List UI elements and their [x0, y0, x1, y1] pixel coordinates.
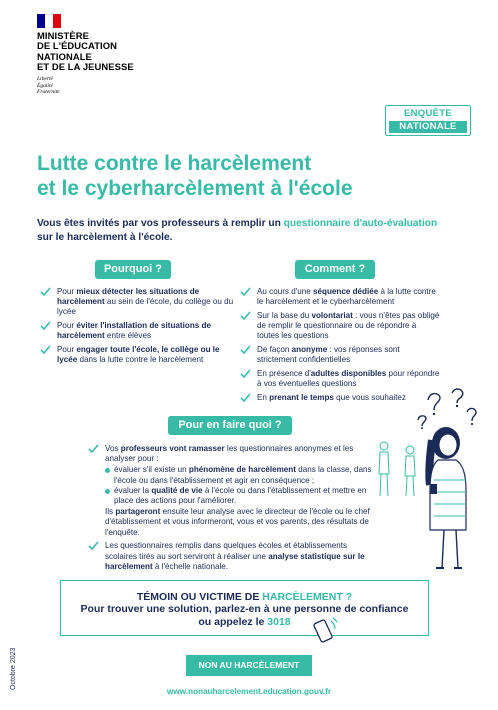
comment-heading: Comment ?: [295, 260, 375, 279]
item-bold: qualité de vie: [151, 485, 203, 495]
item-text: ensuite leur analyse avec le directeur de l'école ou le chef d'établissement et vous informeront, vous et vos parents, des résultats de l'enquête.: [105, 507, 370, 537]
list-item: [88, 541, 373, 572]
item-bold: séquence dédiée: [313, 287, 379, 296]
contact-line2-text: ou appelez le: [198, 615, 268, 628]
contact-line1: Pour trouver une solution, parlez-en à une personne de confiance: [80, 603, 409, 615]
usage-list: [88, 444, 373, 575]
item-text: que vous souhaitez: [333, 392, 406, 402]
item-text: Les questionnaires remplis dans quelques écoles et établissements scolaires tirés au sort serviront à réaliser une: [105, 541, 348, 561]
item-bold: analyse statistique sur le harcèlement: [105, 551, 365, 571]
check-icon: [40, 287, 51, 297]
item-text: Pour: [57, 321, 77, 331]
question-marks-icon: [418, 389, 476, 426]
item-text: au sein de l'école, du collège ou du lycée: [57, 297, 234, 317]
intro-highlight: questionnaire d'auto-évaluation: [283, 218, 438, 229]
motto-line: Liberté: [37, 76, 53, 82]
sub-item: [105, 465, 373, 485]
item-text: Pour: [57, 345, 77, 355]
item-text: à l'école ou dans l'établissement et mettre en place des actions pour l'améliorer.: [114, 485, 367, 506]
item-bold: partageront: [115, 507, 161, 517]
page-title: [37, 151, 457, 201]
item-text: : vos réponses sont strictement confidentielles: [257, 345, 400, 365]
item-text: évaluer la: [114, 485, 152, 495]
item-text: Sur la base du: [257, 310, 312, 320]
list-item: [40, 321, 235, 341]
item-bold: mieux détecter les situations de harcèlement: [57, 287, 200, 307]
item-text: à l'échelle nationale.: [152, 561, 229, 571]
check-icon: [240, 369, 251, 379]
non-au-harcelement-badge: NON AU HARCÈLEMENT: [186, 655, 312, 676]
check-icon: [88, 444, 99, 454]
ministry-line: MINISTÈRE: [37, 30, 89, 41]
item-text: les questionnaires anonymes et les analyser pour :: [105, 444, 354, 464]
item-text: à la lutte contre le harcèlement et le cyberharcèlement: [257, 287, 436, 307]
contact-question-part1: TÉMOIN OU VICTIME DE: [136, 591, 263, 603]
list-item: [240, 311, 440, 342]
publication-date: Octobre 2023: [10, 647, 17, 690]
list-item: [40, 345, 235, 365]
phone-number-link[interactable]: 3018: [267, 615, 291, 628]
motto-line: Fraternité: [37, 89, 60, 95]
pourquoi-heading: Pourquoi ?: [95, 260, 171, 279]
check-icon: [88, 541, 99, 551]
sub-item: [105, 486, 373, 506]
contact-question: [61, 591, 428, 603]
item-bold: éviter l'installation de situations de harcèlement: [57, 321, 211, 341]
list-item: [240, 345, 440, 365]
item-text: pour répondre à vos éventuelles questions: [257, 368, 440, 389]
check-icon: [240, 345, 251, 355]
intro-part2: sur le harcèlement à l'école.: [37, 231, 173, 243]
ministry-name: [37, 31, 177, 72]
check-icon: [240, 311, 251, 321]
item-bold: phénomène de harcèlement: [188, 465, 296, 475]
contact-box: [60, 580, 429, 636]
french-flag-logo: [37, 14, 61, 28]
motto-line: Égalité: [37, 82, 53, 89]
item-bold: volontariat: [311, 310, 353, 320]
item-bold: professeurs vont ramasser: [120, 444, 225, 453]
item-text: En: [257, 392, 270, 402]
item-text: dans la lutte contre le harcèlement: [77, 355, 204, 365]
phone-icon: [309, 617, 337, 645]
list-item: [88, 444, 373, 538]
ministry-line: ET DE LA JEUNESSE: [37, 60, 134, 72]
title-line1: Lutte contre le harcèlement: [37, 152, 312, 175]
intro-part1: Vous êtes invités par vos professeurs à remplir un: [37, 218, 284, 229]
student-illustration: [370, 388, 480, 573]
ministry-line: DE L'ÉDUCATION: [37, 40, 118, 52]
check-icon: [240, 393, 251, 403]
list-item: [40, 287, 235, 318]
contact-text: [61, 603, 428, 628]
badge-line2: NATIONALE: [389, 121, 467, 133]
item-bold: prenant le temps: [269, 392, 334, 402]
item-text: entre élèves: [104, 331, 152, 341]
item-text: : vous n'êtes pas obligé de remplir le questionnaire ou de répondre à toutes les questions: [257, 310, 440, 341]
item-bold: adultes disponibles: [310, 368, 387, 378]
item-text: Pour: [57, 287, 77, 296]
pourquoi-list: [40, 287, 235, 369]
list-item: [240, 287, 440, 307]
bullet-dot-icon: [105, 468, 110, 473]
item-text: De façon: [257, 345, 292, 355]
item-text: Ils: [105, 507, 116, 517]
item-text: dans la classe, dans l'école ou dans l'établissement et agir en conséquence ;: [114, 465, 372, 485]
usage-heading: Pour en faire quoi ?: [168, 416, 292, 435]
item-text: Au cours d'une: [257, 287, 313, 296]
contact-line2: [61, 616, 428, 629]
ministry-line: NATIONALE: [37, 50, 92, 62]
badge-line1: ENQUÊTE: [403, 108, 453, 119]
sub-list: [105, 465, 373, 506]
check-icon: [240, 287, 251, 297]
check-icon: [40, 321, 51, 331]
item-text: En présence d': [257, 368, 311, 378]
item-text: évaluer s'il existe un: [114, 465, 189, 475]
republic-motto: [37, 76, 60, 96]
bullet-dot-icon: [105, 489, 110, 494]
list-item: [240, 369, 440, 389]
item-bold: engager toute l'école, le collège ou le lycée: [57, 345, 220, 365]
website-link[interactable]: www.nonauharcelement.education.gouv.fr: [166, 687, 332, 696]
survey-badge: [385, 105, 471, 136]
item-bold: anonyme: [291, 345, 328, 355]
intro-text: [37, 217, 477, 244]
title-line2: et le cyberharcèlement à l'école: [37, 177, 353, 200]
item-text: Vos: [105, 444, 121, 453]
check-icon: [40, 345, 51, 355]
contact-question-highlight: HARCÈLEMENT ?: [262, 591, 353, 603]
